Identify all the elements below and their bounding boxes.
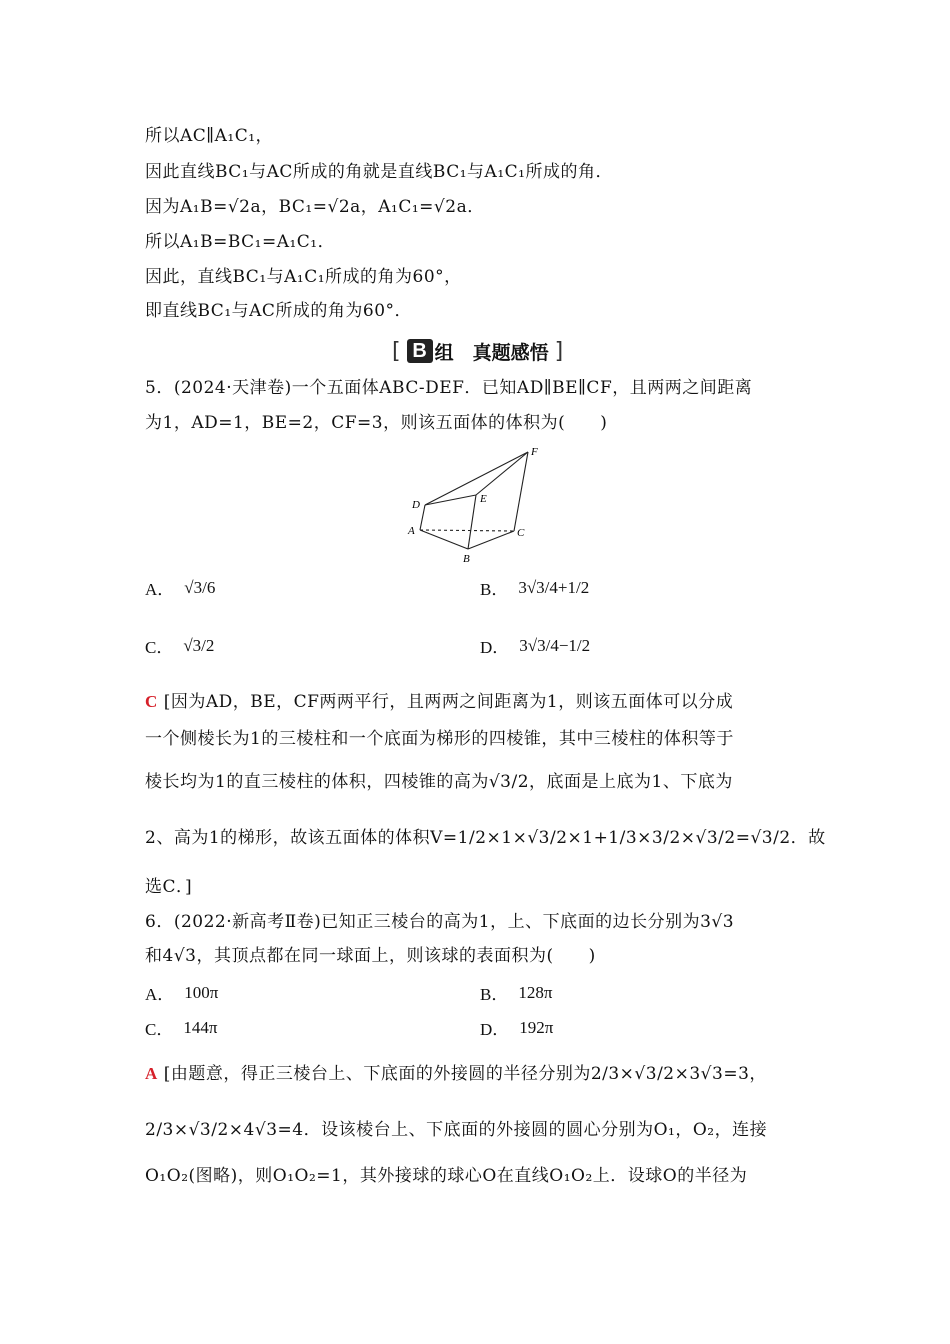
edge-BE: [468, 495, 476, 549]
q5-answer: C: [145, 692, 158, 711]
q5-option-d-value: 3√3/4−1/2: [519, 635, 591, 655]
pentahedron-figure: [400, 444, 560, 569]
edge-AC-hidden: [420, 530, 514, 531]
edge-DE: [425, 495, 476, 505]
edge-CF: [514, 452, 528, 531]
q5-option-d[interactable]: D． 3√3/4−1/2: [480, 635, 591, 657]
proof-line-2: 因此直线BC₁与AC所成的角就是直线BC₁与A₁C₁所成的角．: [145, 162, 613, 182]
q6-answer: A: [145, 1064, 158, 1083]
q5-stem-line-2: 为1，AD=1，BE=2，CF=3，则该五面体的体积为( ): [145, 413, 608, 433]
q5-solution-line-2: 一个侧棱长为1的三棱柱和一个底面为梯形的四棱锥，其中三棱柱的体积等于: [145, 729, 734, 749]
proof-line-5: 因此，直线BC₁与A₁C₁所成的角为60°，: [145, 267, 462, 287]
q5-option-c-value: √3/2: [183, 635, 215, 655]
q6-option-c-value: 144π: [183, 1017, 218, 1037]
q6-option-b[interactable]: B． 128π: [480, 982, 553, 1004]
q6-option-d[interactable]: D． 192π: [480, 1017, 554, 1039]
q6-option-c[interactable]: C． 144π: [145, 1017, 218, 1039]
section-title: 组 真题感悟: [434, 341, 549, 364]
edge-AD: [420, 505, 425, 530]
q5-solution-line-3: 棱长均为1的直三棱柱的体积，四棱锥的高为√3/2，底面是上底为1、下底为: [145, 772, 733, 792]
section-header: [386, 336, 569, 366]
q5-solution-line-5: 选C．]: [145, 877, 193, 897]
q6-stem-line-1: 6．(2022·新高考Ⅱ卷)已知正三棱台的高为1，上、下底面的边长分别为3√3: [145, 912, 735, 932]
q6-option-a-value: 100π: [184, 982, 219, 1002]
q6-stem-line-2: 和4√3，其顶点都在同一球面上，则该球的表面积为( ): [145, 946, 596, 966]
label-F: F: [531, 446, 538, 458]
edge-AB: [420, 530, 468, 549]
label-A: A: [408, 525, 415, 537]
label-E: E: [480, 493, 487, 505]
q5-option-b-value: 3√3/4+1/2: [518, 577, 590, 597]
q6-option-d-value: 192π: [519, 1017, 554, 1037]
q5-solution-line-4: 2、高为1的梯形，故该五面体的体积V=1/2×1×√3/2×1+1/3×3/2×√3/2=√3/2．故: [145, 828, 826, 848]
label-B: B: [463, 553, 470, 565]
edge-DF: [425, 452, 528, 505]
proof-line-3: 因为A₁B=√2a，BC₁=√2a，A₁C₁=√2a．: [145, 197, 485, 217]
label-D: D: [412, 499, 420, 511]
proof-line-4: 所以A₁B=BC₁=A₁C₁．: [145, 232, 336, 252]
q6-solution-line-1: A [由题意，得正三棱台上、下底面的外接圆的半径分别为2/3×√3/2×3√3=3，: [145, 1064, 767, 1084]
q5-option-c[interactable]: C． √3/2: [145, 635, 215, 657]
q5-option-a-value: √3/6: [184, 577, 216, 597]
q6-option-a[interactable]: A． 100π: [145, 982, 219, 1004]
edge-BC: [468, 531, 514, 549]
q5-option-b[interactable]: B． 3√3/4+1/2: [480, 577, 590, 599]
label-C: C: [517, 527, 525, 539]
q5-solution-line-1: C [因为AD，BE，CF两两平行，且两两之间距离为1，则该五面体可以分成: [145, 692, 734, 712]
q5-option-a[interactable]: A． √3/6: [145, 577, 216, 599]
proof-line-1: 所以AC∥A₁C₁，: [145, 126, 274, 146]
q6-option-b-value: 128π: [518, 982, 553, 1002]
left-bracket-icon: [: [392, 338, 401, 364]
q6-solution-line-3: O₁O₂(图略)，则O₁O₂=1，其外接球的球心O在直线O₁O₂上．设球O的半径为: [145, 1166, 748, 1186]
right-bracket-icon: ]: [554, 338, 564, 364]
q6-solution-line-2: 2/3×√3/2×4√3=4．设该棱台上、下底面的外接圆的圆心分别为O₁，O₂，连接: [145, 1120, 768, 1140]
section-letter-badge: B: [407, 339, 433, 363]
q5-stem-line-1: 5．(2024·天津卷)一个五面体ABC-DEF．已知AD∥BE∥CF，且两两之间距离: [145, 378, 753, 398]
proof-line-6: 即直线BC₁与AC所成的角为60°．: [145, 301, 413, 321]
edge-EF: [476, 452, 528, 495]
